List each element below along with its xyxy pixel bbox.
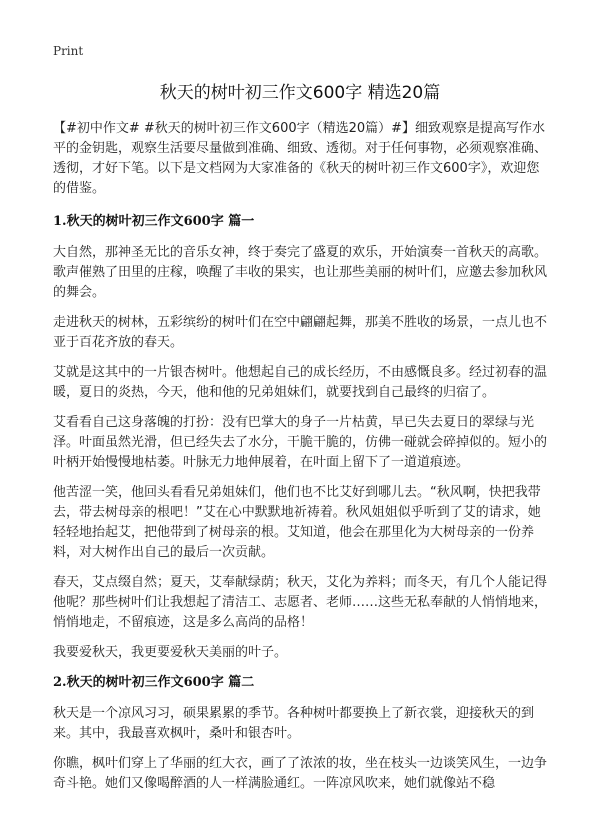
paragraph: 你瞧，枫叶们穿上了华丽的红大衣，画了了浓浓的妆，坐在枝头一边谈笑风生，一边争奇斗艳。她们又像喝醉酒的人一样满脸通红。一阵凉风吹来，她们就像站不稳 (53, 756, 548, 791)
paragraph: 艾就是这其中的一片银杏树叶。他想起自己的成长经历，不由感慨良多。经过初春的温暖，夏日的炎热，今天，他和他的兄弟姐妹们，就要找到自己最终的归宿了。 (53, 365, 548, 400)
intro-paragraph: 【#初中作文# #秋天的树叶初三作文600字（精选20篇）#】细致观察是提高写作水平的金钥匙，观察生活要尽量做到准确、细致、透彻。对于任何事物，必须观察准确、透彻，才好下笔。以下是文档网为大家准备的《秋天的树叶初三作文600字》，欢迎您的借鉴。 (53, 121, 548, 196)
paragraph: 大自然，那神圣无比的音乐女神，终于奏完了盛夏的欢乐，开始演奏一首秋天的高歌。歌声催熟了田里的庄稼，唤醒了丰收的果实，也让那些美丽的树叶们，应邀去参加秋风的舞会。 (53, 245, 548, 300)
section-heading: 2.秋天的树叶初三作文600字 篇二 (53, 675, 255, 690)
paragraph: 走进秋天的树林，五彩缤纷的树叶们在空中翩翩起舞，那美不胜收的场景，一点儿也不亚于百花齐放的春天。 (53, 315, 548, 350)
page-title: 秋天的树叶初三作文600字 精选20篇 (159, 83, 441, 103)
paragraph: 他苦涩一笑，他回头看看兄弟姐妹们，他们也不比艾好到哪儿去。“秋风啊，快把我带去，带去树母亲的根吧！”艾在心中默默地祈祷着。秋风姐姐似乎听到了艾的请求，她轻轻地抬起艾，把他带到了树母亲的根。艾知道，他会在那里化为大树母亲的一份养料，对大树作出自己的最后一次贡献。 (53, 485, 541, 560)
paragraph: 秋天是一个凉风习习，硕果累累的季节。各种树叶都要换上了新衣裳，迎接秋天的到来。其中，我最喜欢枫叶，桑叶和银杏叶。 (53, 706, 535, 741)
section-heading: 1.秋天的树叶初三作文600字 篇一 (53, 214, 255, 229)
paragraph: 艾看看自己这身落魄的打扮：没有巴掌大的身子一片枯黄，早已失去夏日的翠绿与光泽。叶面虽然光滑，但已经失去了水分，干脆干脆的，仿佛一碰就会碎掉似的。短小的叶柄开始慢慢地枯萎。叶脉无力地伸展着，在叶面上留下了一道道痕迹。 (53, 415, 548, 470)
print-label: Print (53, 44, 84, 58)
article-body (53, 119, 550, 804)
paragraph: 我要爱秋天，我更要爱秋天美丽的叶子。 (53, 645, 288, 660)
paragraph: 春天，艾点缀自然；夏天，艾奉献绿荫；秋天，艾化为养料；而冬天，有几个人能记得他呢？那些树叶们让我想起了清洁工、志愿者、老师……这些无私奉献的人悄悄地来，悄悄地走，不留痕迹，这是多么高尚的品格！ (53, 575, 548, 630)
